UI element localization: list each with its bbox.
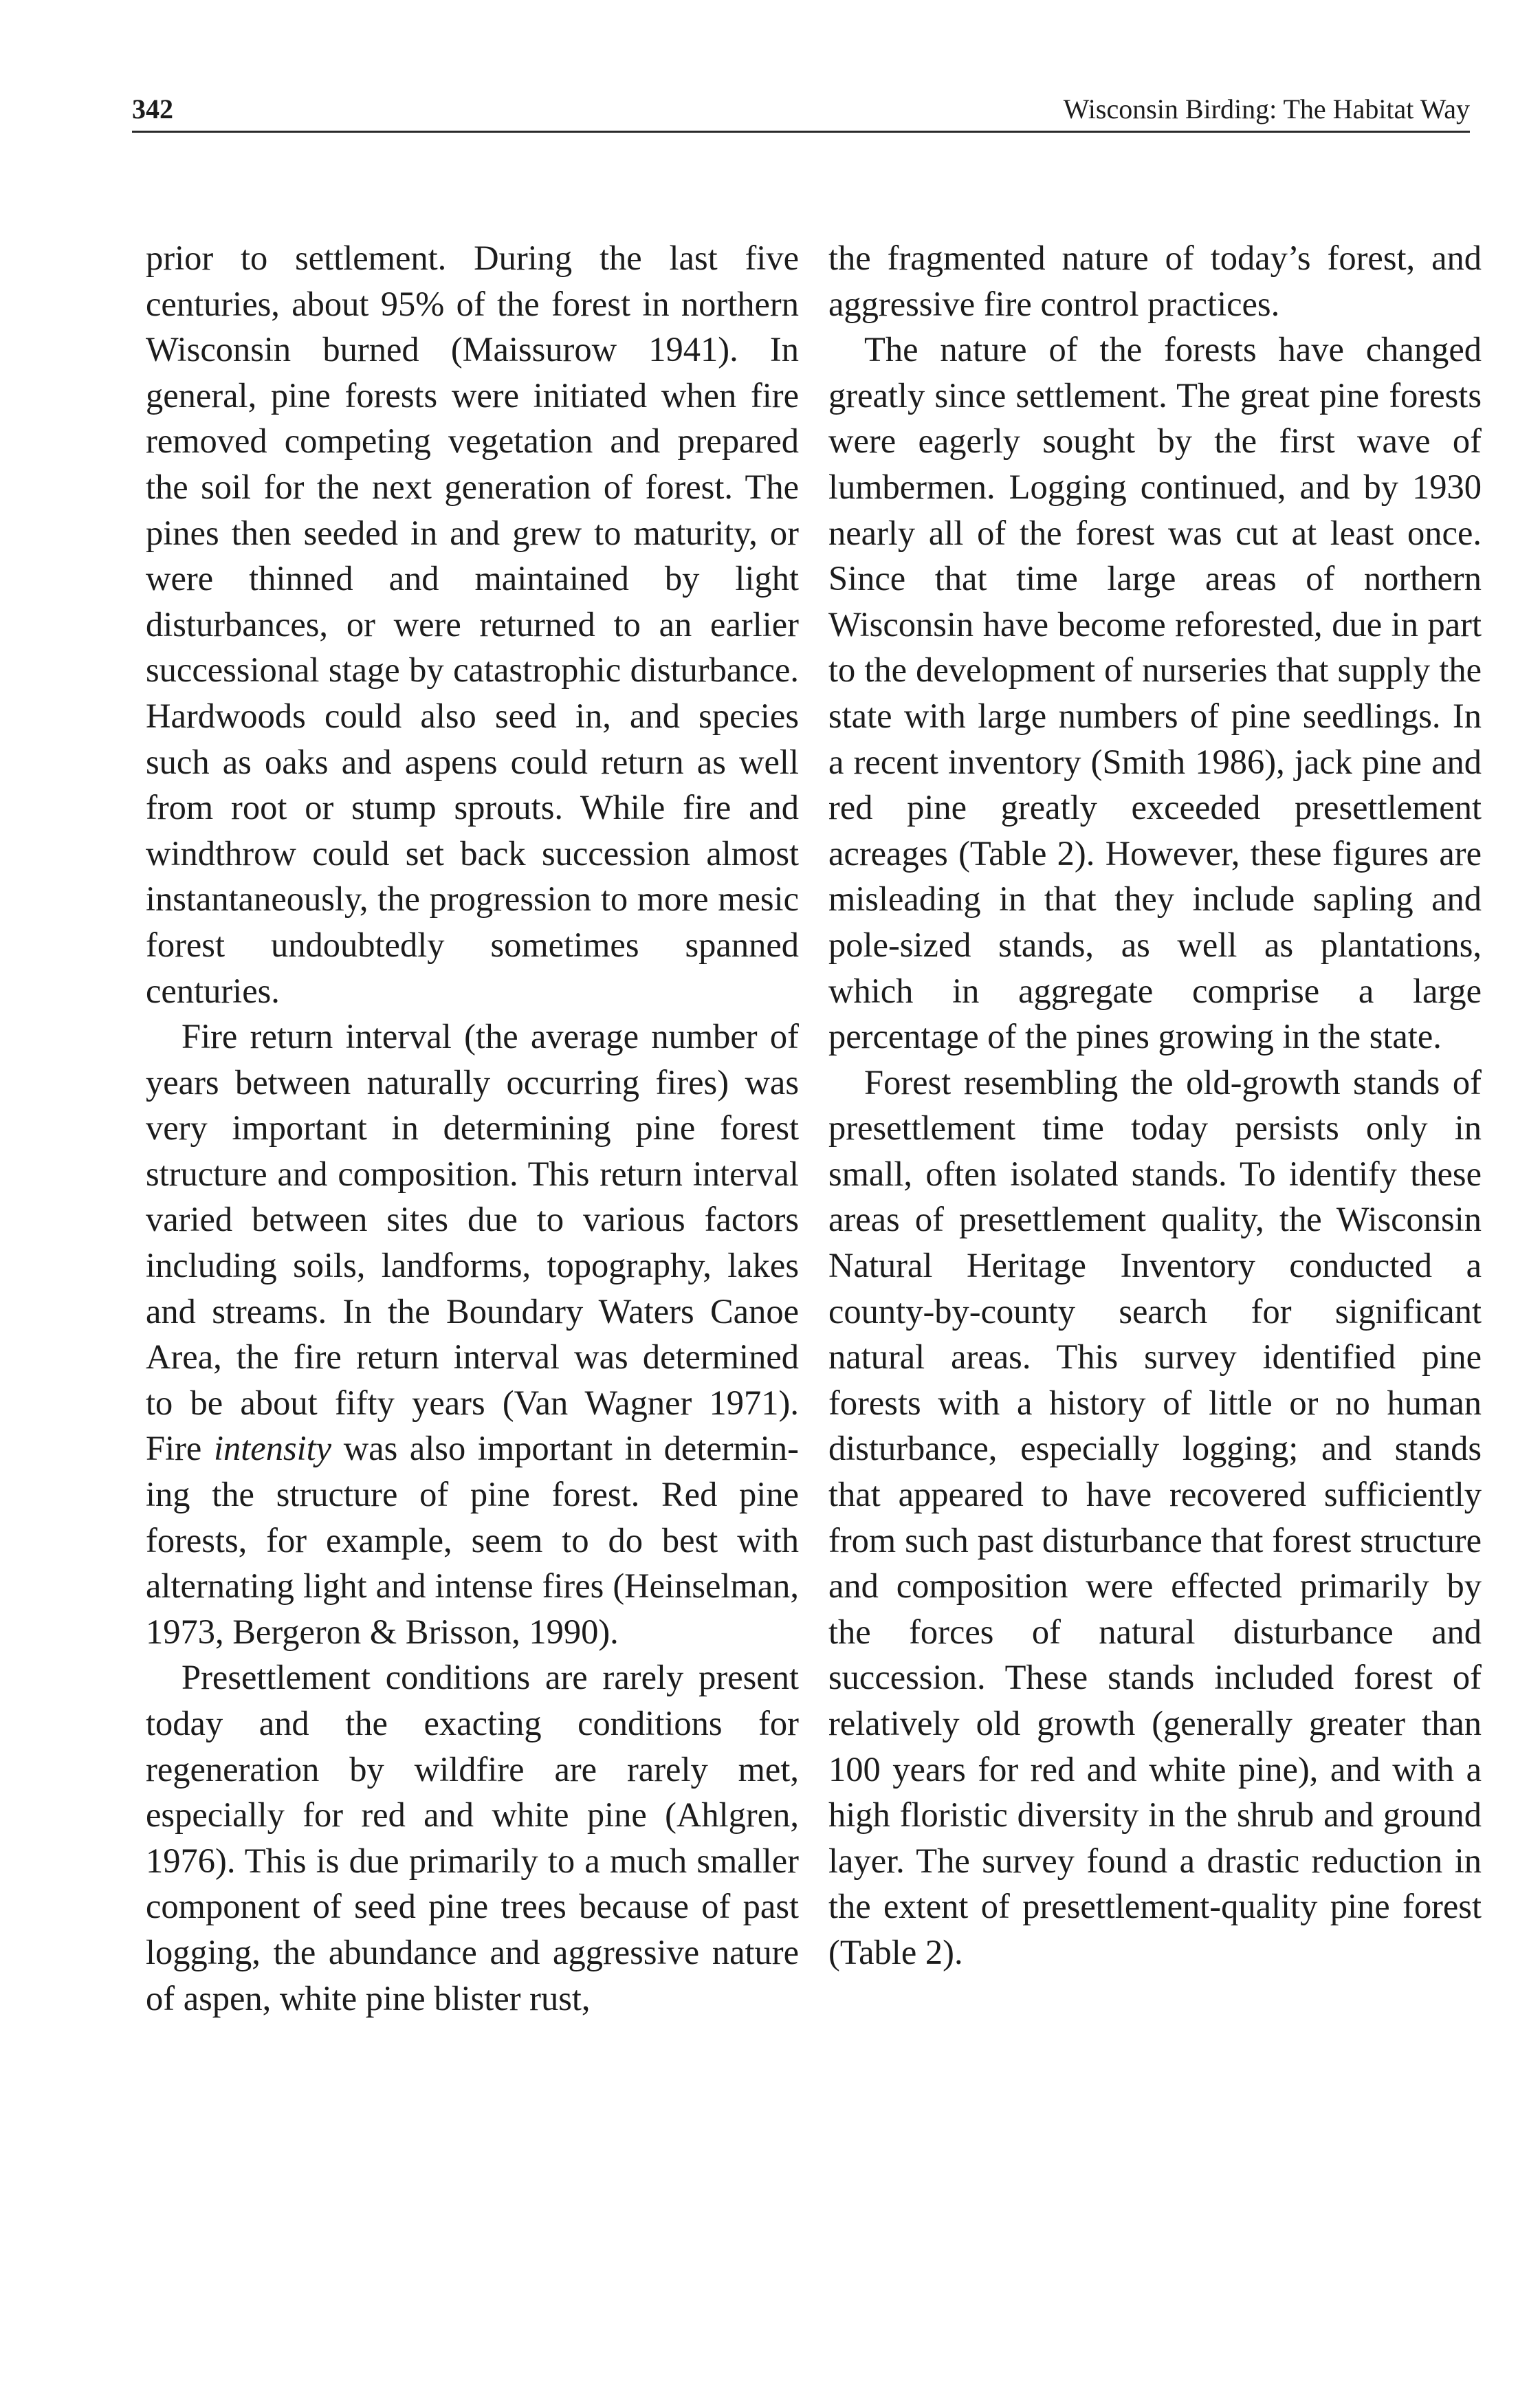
paragraph: Forest resembling the old-growth stands of presettlement time today persists only in small, often isolated stands. To identify these areas of presettlement quality, the Wisconsin Natural Heritage Inventory conducted a county-by-county search for significant natural areas. This survey identified pine forests with a history of little or no human disturbance, especially logging; and stands that appeared to have recovered sufficiently from such past disturbance that forest structure and composition were effected primarily by the forces of natural disturbance and succession. These stands included forest of relatively old growth (generally greater than 100 years for red and white pine), and with a high floristic diversity in the shrub and ground layer. The survey found a drastic reduction in the extent of presettlement-quality pine forest (Table 2). (828, 1062, 1482, 1971)
paragraph: The nature of the forests have changed greatly since settlement. The great pine forests were eagerly sought by the first wave of lumbermen. Logging continued, and by 1930 nearly all of the forest was cut at least once. Since that time large areas of northern Wisconsin have become reforested, due in part to the development of nurseries that supply the state with large numbers of pine seedlings. In a recent inventory (Smith 1986), jack pine and red pine greatly exceeded presettlement acreages (Table 2). However, these figures are misleading in that they include sapling and pole-sized stands, as well as plantations, which in aggregate comprise a large percentage of the pines growing in the state. (828, 330, 1482, 1056)
page-number: 342 (132, 94, 173, 124)
paragraph-text: Fire return interval (the average number of years between naturally occurring fires) was very important in determining pine forest structure and composition. This return interval varied between sites due to various factors including soils, landforms, topography, lakes and streams. In the Boundary Waters Canoe Area, the fire return interval was determined to be about fifty years (Van Wagner 1971). Fire (146, 1017, 799, 1468)
running-head-title: Wisconsin Birding: The Habitat Way (1063, 94, 1470, 124)
right-column (828, 235, 1482, 1976)
paragraph: the fragmented nature of today’s forest, and aggressive fire control practices. (828, 239, 1482, 323)
paragraph: Presettlement conditions are rarely present today and the exacting conditions for regeneration by wildfire are rarely met, especially for red and white pine (Ahlgren, 1976). This is due primarily to a much smaller component of seed pine trees because of past logging, the abundance and aggressive nature of aspen, white pine blister rust, (146, 1658, 799, 2018)
left-column (146, 235, 799, 2021)
paragraph (146, 1014, 799, 1654)
emphasis-text: intensity (213, 1429, 332, 1468)
paragraph: prior to settlement. During the last five centuries, about 95% of the forest in northern Wisconsin burned (Maissurow 1941). In general, pine forests were initiated when fire removed competing vegetation and prepared the soil for the next generation of forest. The pines then seeded in and grew to maturity, or were thinned and maintained by light disturbances, or were returned to an earlier successional stage by catastrophic disturbance. Hardwoods could also seed in, and species such as oaks and aspens could return as well from root or stump sprouts. While fire and windthrow could set back succession almost instantaneously, the progression to more mesic forest undoubtedly sometimes spanned centuries. (146, 239, 799, 1010)
paragraph-text: was also important in determining the structure of pine forest. Red pine forests, for example, seem to do best with alternating light and intense fires (Heinselman, 1973, Bergeron & Brisson, 1990). (146, 1429, 799, 1651)
page-header (132, 88, 1470, 133)
